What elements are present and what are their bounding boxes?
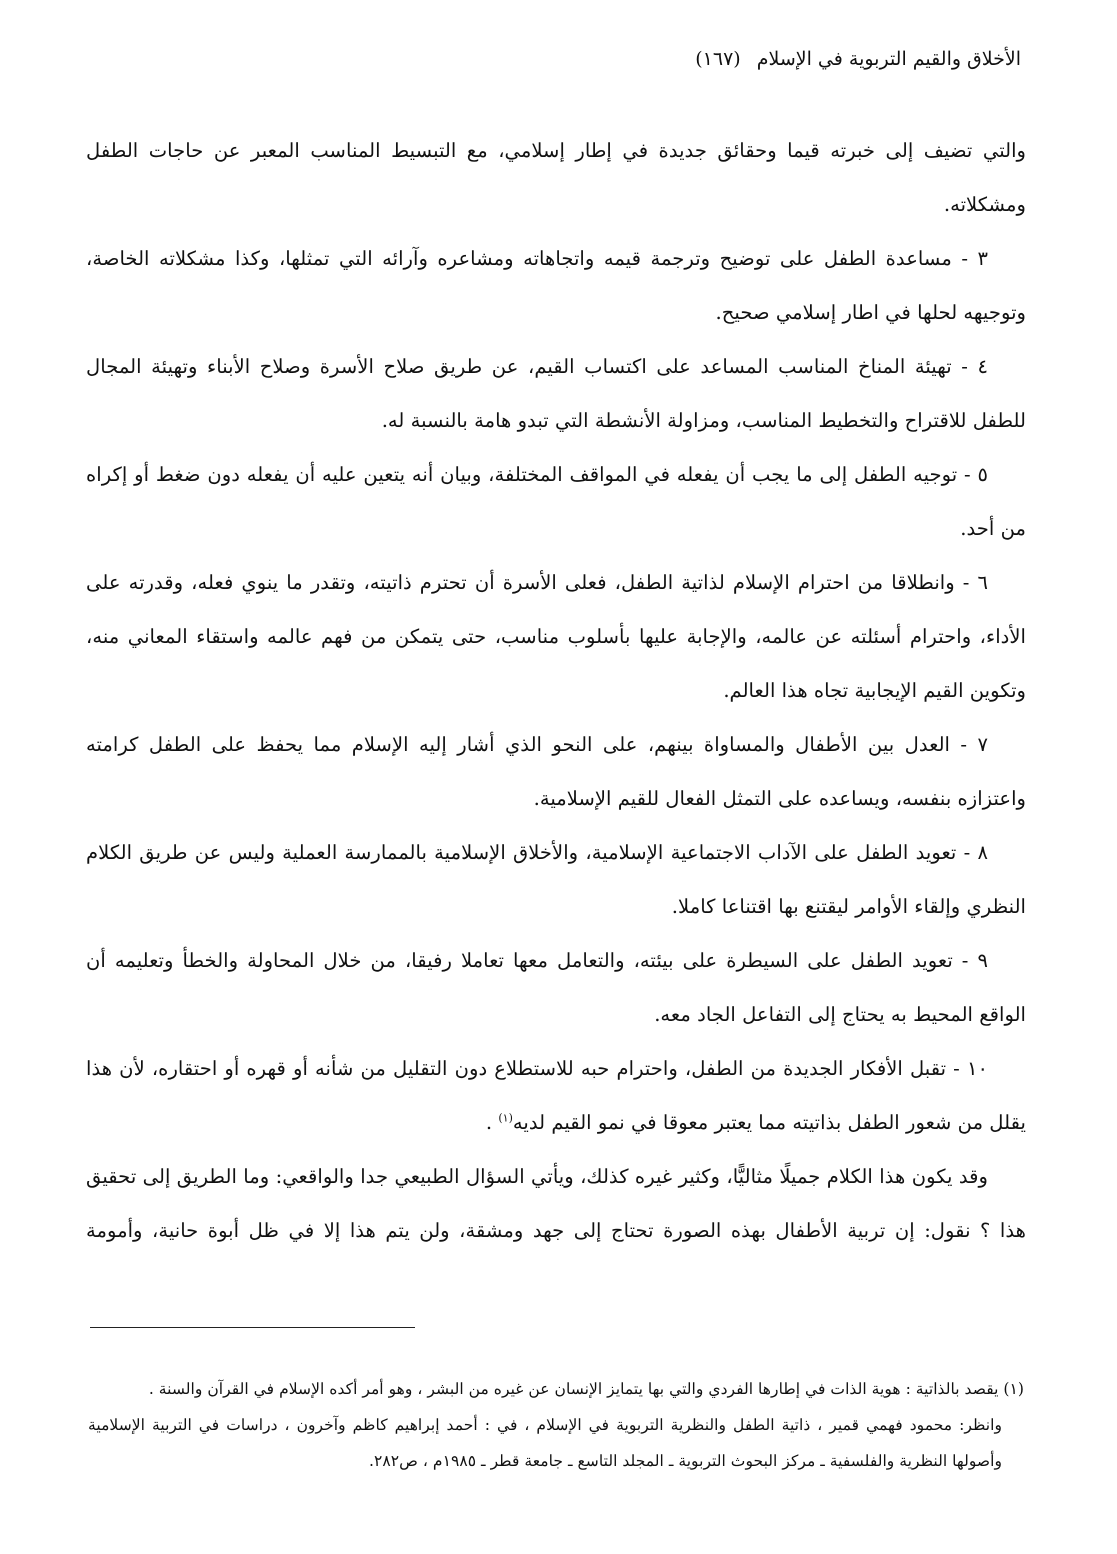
paragraph-item-5: ٥ - توجيه الطفل إلى ما يجب أن يفعله في المواقف المختلفة، وبيان أنه يتعين عليه أن يفعله دون ضغط أو إكراه من أحد. xyxy=(86,463,1026,540)
footnote-reference: (١) xyxy=(498,1111,513,1125)
footnote-1-reference: وانظر: محمود فهمي قمير ، ذاتية الطفل والنظرية التربوية في الإسلام ، في : أحمد إبراهيم كاظم وآخرون ، دراسات في التربية الإسلامية وأصولها النظرية والفلسفية ـ مركز البحوث التربوية ـ المجلد التاسع ـ جامعة قطر ـ ١٩٨٥م ، ص٢٨٢. xyxy=(88,1416,1002,1470)
running-header-title: الأخلاق والقيم التربوية في الإسلام xyxy=(756,48,1021,70)
paragraph-item-10: ١٠ - تقبل الأفكار الجديدة من الطفل، واحترام حبه للاستطلاع دون التقليل من شأنه أو قهره أو احتقاره، لأن هذا يقلل من شعور الطفل بذاتيته مما يعتبر معوقا في نمو القيم لديه$^{(١)}$ . xyxy=(86,1057,1026,1134)
running-header xyxy=(60,44,1021,74)
paragraph-item-7: ٧ - العدل بين الأطفال والمساواة بينهم، على النحو الذي أشار إليه الإسلام مما يحفظ على الطفل كرامته واعتزازه بنفسه، ويساعده على التمثل الفعال للقيم الإسلامية. xyxy=(86,733,1026,810)
paragraph-item-6: ٦ - وانطلاقا من احترام الإسلام لذاتية الطفل، فعلى الأسرة أن تحترم ذاتيته، وتقدر ما ينوي فعله، وقدرته على الأداء، واحترام أسئلته عن عالمه، والإجابة عليها بأسلوب مناسب، حتى يتمكن من فهم عالمه واستقاء المعاني منه، وتكوين القيم الإيجابية تجاه هذا العالم. xyxy=(86,571,1026,702)
paragraph-discussion: وقد يكون هذا الكلام جميلًا مثاليًّا، وكثير غيره كذلك، ويأتي السؤال الطبيعي جدا والواقعي: وما الطريق إلى تحقيق هذا ؟ نقول: إن تربية الأطفال بهذه الصورة تحتاج إلى جهد ومشقة، ولن يتم هذا إلا في ظل أبوة حانية، وأمومة xyxy=(86,1165,1026,1242)
paragraph-continuation: والتي تضيف إلى خبرته قيما وحقائق جديدة في إطار إسلامي، مع التبسيط المناسب المعبر عن حاجات الطفل ومشكلاته. xyxy=(86,139,1026,216)
footnotes xyxy=(88,1371,1024,1479)
footnote-separator xyxy=(90,1327,415,1328)
paragraph-item-9: ٩ - تعويد الطفل على السيطرة على بيئته، والتعامل معها تعاملا رفيقا، من خلال المحاولة والخطأ وتعليمه أن الواقع المحيط به يحتاج إلى التفاعل الجاد معه. xyxy=(86,949,1026,1026)
paragraph-item-4: ٤ - تهيئة المناخ المناسب المساعد على اكتساب القيم، عن طريق صلاح الأسرة وصلاح الأبناء وتهيئة المجال للطفل للاقتراح والتخطيط المناسب، ومزاولة الأنشطة التي تبدو هامة بالنسبة له. xyxy=(86,355,1026,432)
page-number: (١٦٧) xyxy=(695,48,741,70)
footnote-1: (١) يقصد بالذاتية : هوية الذات في إطارها الفردي والتي بها يتمايز الإنسان عن غيره من البشر ، وهو أمر أكده الإسلام في القرآن والسنة . xyxy=(148,1380,1024,1398)
paragraph-item-3: ٣ - مساعدة الطفل على توضيح وترجمة قيمه واتجاهاته ومشاعره وآرائه التي تمثلها، وكذا مشكلاته الخاصة، وتوجيهه لحلها في اطار إسلامي صحيح. xyxy=(86,247,1026,324)
main-text xyxy=(86,124,1026,1258)
paragraph-item-8: ٨ - تعويد الطفل على الآداب الاجتماعية الإسلامية، والأخلاق الإسلامية بالممارسة العملية وليس عن طريق الكلام النظري وإلقاء الأوامر ليقتنع بها اقتناعا كاملا. xyxy=(86,841,1026,918)
